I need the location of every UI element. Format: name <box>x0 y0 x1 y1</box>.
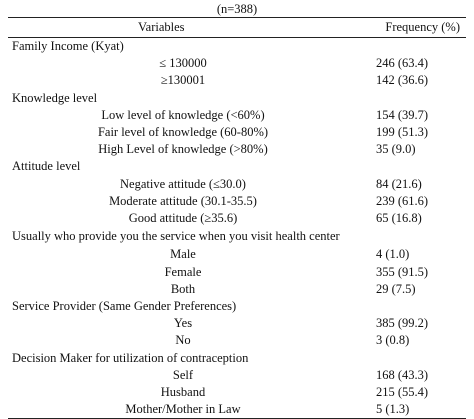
row-frequency <box>358 350 466 367</box>
row-frequency: 35 (9.0) <box>376 142 416 157</box>
group-label: Knowledge level <box>12 90 98 105</box>
table-row <box>8 367 466 384</box>
table-row <box>8 315 466 332</box>
row-frequency: 84 (21.6) <box>376 176 422 191</box>
row-frequency: 239 (61.6) <box>376 193 429 208</box>
table-row <box>8 72 466 89</box>
row-label: Male <box>170 247 196 262</box>
table-body <box>8 38 466 419</box>
table-group-row <box>8 298 466 315</box>
table-group-row <box>8 38 466 56</box>
row-frequency: 3 (0.8) <box>376 333 410 348</box>
row-frequency <box>358 90 466 107</box>
row-frequency: 29 (7.5) <box>376 281 416 296</box>
row-label: Female <box>164 264 202 279</box>
row-frequency: 246 (63.4) <box>376 56 429 71</box>
row-label: Both <box>170 281 196 296</box>
table-row <box>8 281 466 298</box>
group-label: Decision Maker for utilization of contraception <box>12 350 249 365</box>
row-frequency <box>358 158 466 175</box>
row-label: ≥130001 <box>160 73 206 88</box>
table-row <box>8 55 466 72</box>
table-group-row <box>8 90 466 107</box>
row-label: No <box>175 333 191 348</box>
row-label: Mother/Mother in Law <box>8 401 358 419</box>
table-row <box>8 141 466 158</box>
table-row <box>8 210 466 227</box>
group-label: Usually who provide you the service when you visit health center <box>12 229 340 244</box>
group-label: Family Income (Kyat) <box>12 39 124 53</box>
table-row <box>8 384 466 401</box>
row-label: Low level of knowledge (<60%) <box>101 107 265 122</box>
table-row <box>8 246 466 263</box>
table-row <box>8 332 466 349</box>
row-frequency <box>358 298 466 315</box>
table-group-row <box>8 158 466 175</box>
row-frequency <box>358 38 466 56</box>
row-label: Moderate attitude (30.1-35.5) <box>109 193 257 208</box>
table-header <box>8 18 466 38</box>
table-row <box>8 401 466 419</box>
table-subtitle: (n=388) <box>216 2 258 16</box>
table-row <box>8 264 466 281</box>
group-label: Service Provider (Same Gender Preferences) <box>12 299 237 314</box>
row-frequency: 65 (16.8) <box>376 211 422 226</box>
header-row <box>8 18 466 38</box>
row-label: Self <box>172 367 194 382</box>
header-frequency: Frequency (%) <box>358 18 466 38</box>
row-frequency: 4 (1.0) <box>376 247 410 262</box>
table-row <box>8 124 466 141</box>
row-label: Yes <box>173 316 193 331</box>
row-frequency: 215 (55.4) <box>376 385 429 400</box>
row-label: Good attitude (≥35.6) <box>128 211 238 226</box>
frequency-table <box>8 17 466 419</box>
row-frequency: 168 (43.3) <box>376 367 429 382</box>
row-frequency: 199 (51.3) <box>376 125 429 140</box>
row-label: Negative attitude (≤30.0) <box>120 176 246 191</box>
table-row <box>8 107 466 124</box>
row-frequency: 355 (91.5) <box>376 264 429 279</box>
table-group-row <box>8 350 466 367</box>
row-label: Fair level of knowledge (60-80%) <box>97 125 269 140</box>
row-frequency: 142 (36.6) <box>376 73 429 88</box>
table-row <box>8 193 466 210</box>
row-frequency: 5 (1.3) <box>358 401 466 419</box>
row-frequency: 385 (99.2) <box>376 316 429 331</box>
row-label: ≤ 130000 <box>159 56 207 71</box>
row-frequency: 154 (39.7) <box>376 107 429 122</box>
row-frequency <box>358 227 466 246</box>
frequency-table-container <box>8 17 466 419</box>
table-group-row <box>8 227 466 246</box>
row-label: Husband <box>160 385 206 400</box>
header-variables: Variables <box>8 18 358 38</box>
row-label: High Level of knowledge (>80%) <box>98 142 268 157</box>
group-label: Attitude level <box>12 159 81 174</box>
table-row <box>8 176 466 193</box>
